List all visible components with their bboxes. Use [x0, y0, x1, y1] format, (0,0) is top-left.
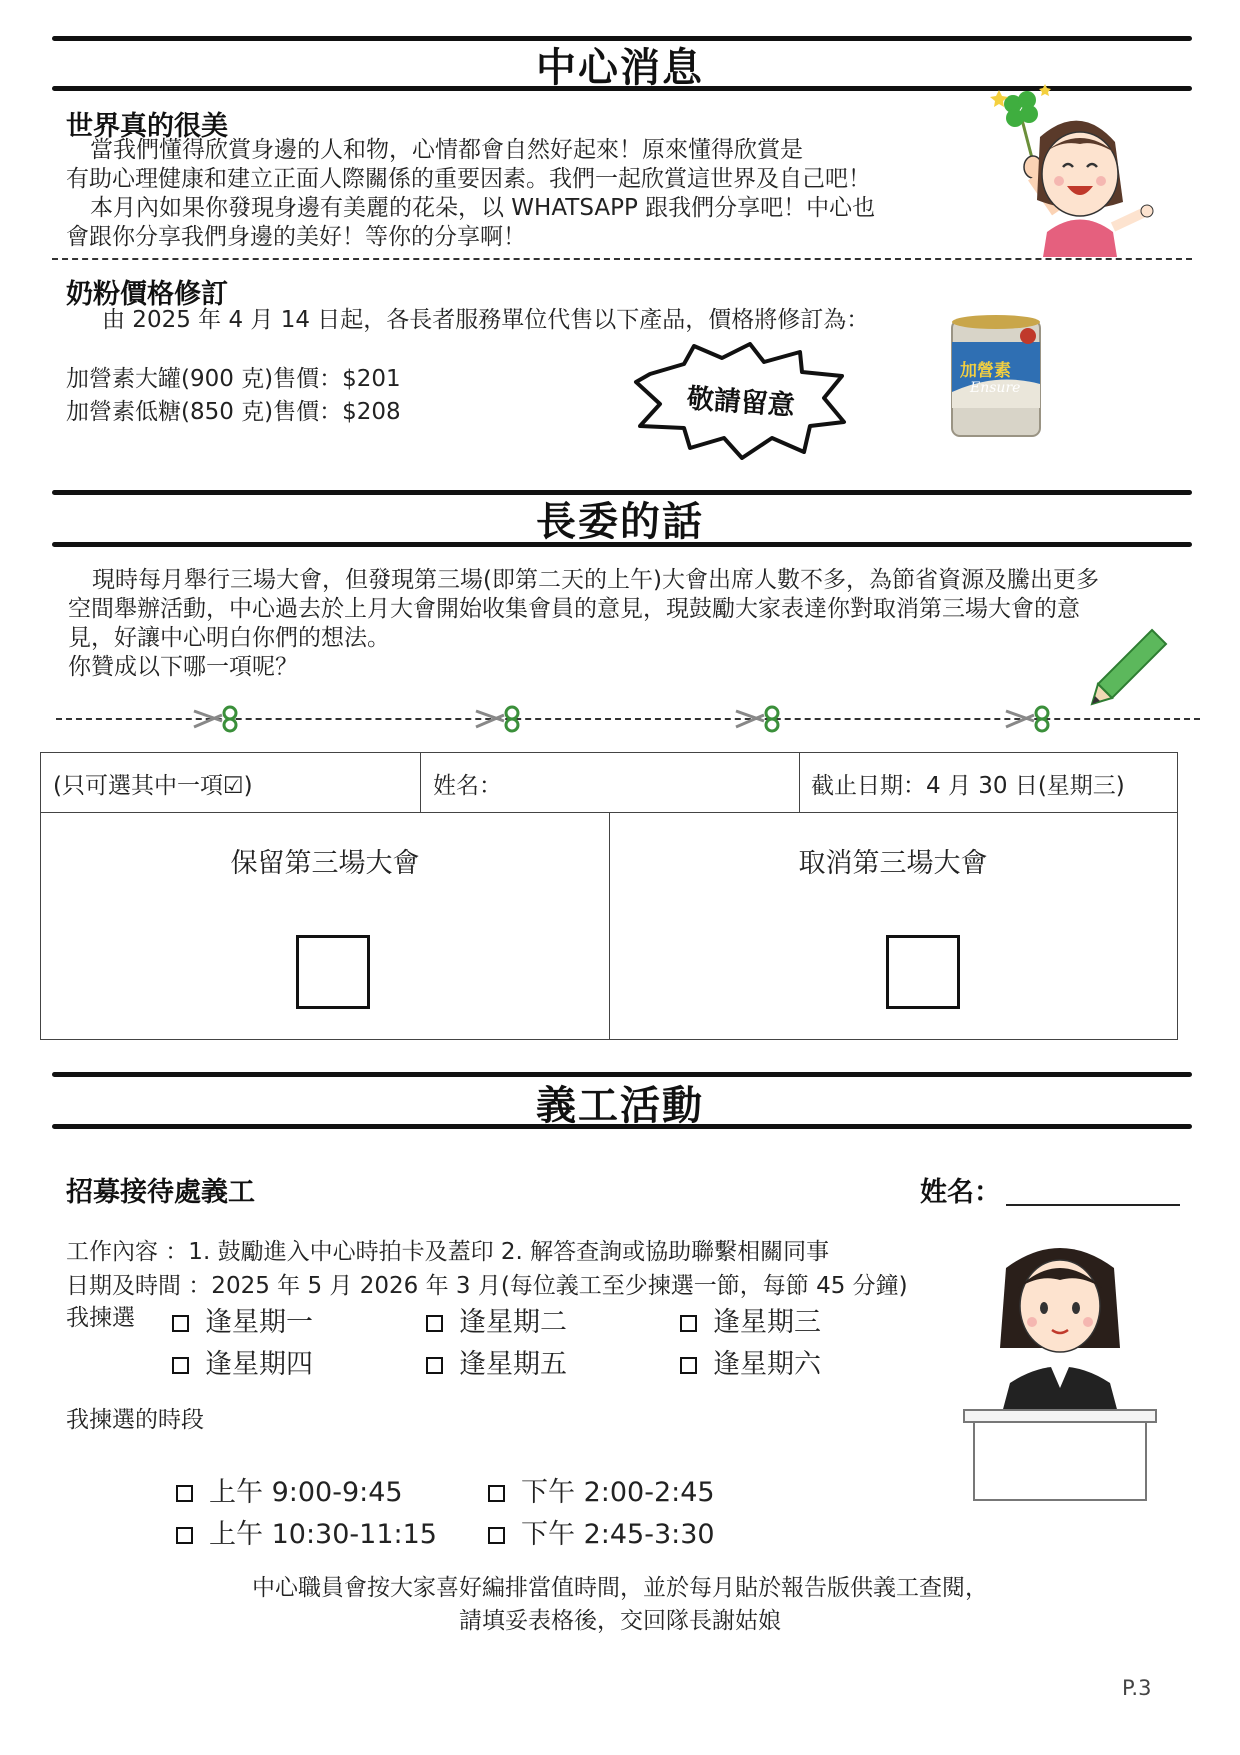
- vote-deadline: 截止日期：4 月 30 日(星期三): [811, 773, 1125, 799]
- checkbox-icon[interactable]: [680, 1357, 697, 1374]
- vote-name-field[interactable]: 姓名：: [433, 773, 502, 799]
- checkbox-icon[interactable]: [488, 1527, 505, 1544]
- slot-option[interactable]: [176, 1512, 437, 1551]
- day-option-tue[interactable]: [426, 1300, 567, 1339]
- milk-price-list: [66, 363, 401, 429]
- volunteer-name-line[interactable]: [1006, 1204, 1180, 1206]
- chair-line: 你贊成以下哪一項呢？: [68, 654, 298, 680]
- slot-option[interactable]: [488, 1512, 715, 1551]
- option-keep-label: 保留第三場大會: [230, 848, 420, 879]
- notice-burst: [632, 342, 850, 460]
- section-divider-dashdot: [52, 258, 1192, 260]
- checkbox-icon[interactable]: [172, 1357, 189, 1374]
- day-label: 逢星期三: [713, 1307, 821, 1338]
- notice-text: 敬請留意: [685, 383, 796, 422]
- col-divider: [420, 753, 421, 812]
- can-label: 加營素: [960, 361, 1011, 381]
- day-label: 逢星期五: [459, 1349, 567, 1380]
- milk-price-item: 加營素低糖(850 克)售價：$208: [66, 399, 401, 425]
- ensure-can-image: [948, 312, 1044, 442]
- chair-line: 現時每月舉行三場大會，但發現第三場(即第二天的上午)大會出席人數不多，為節省資源及騰出更多: [92, 567, 1099, 593]
- scissors-icon: [734, 705, 786, 733]
- checkbox-icon[interactable]: [488, 1485, 505, 1502]
- volunteer-name-label: 姓名：: [920, 1177, 1001, 1208]
- header-rule-bottom: [52, 542, 1192, 547]
- checkbox-icon[interactable]: [172, 1315, 189, 1332]
- girl-clover-illustration: [985, 82, 1155, 257]
- checkbox-icon[interactable]: [176, 1485, 193, 1502]
- section-title-volunteer: 義工活動: [536, 1083, 704, 1129]
- header-rule-bottom: [52, 1124, 1192, 1129]
- chair-paragraph: [68, 566, 1198, 682]
- day-label: 逢星期四: [205, 1349, 313, 1380]
- section-title-chair-words: 長委的話: [536, 499, 704, 545]
- footer-line: 請填妥表格後，交回隊長謝姑娘: [459, 1608, 781, 1634]
- volunteer-duties: 工作內容 ：1. 鼓勵進入中心時拍卡及蓋印 2. 解答查詢或協助聯繫相關同事: [66, 1239, 830, 1265]
- world-line: 當我們懂得欣賞身邊的人和物，心情都會自然好起來！原來懂得欣賞是: [90, 137, 803, 163]
- recruit-title: 招募接待處義工: [66, 1177, 255, 1208]
- checkbox-icon[interactable]: [176, 1527, 193, 1544]
- slot-option[interactable]: [176, 1470, 403, 1509]
- slot-text: 上午 10:30-11:15: [209, 1519, 437, 1550]
- footer-line: 中心職員會按大家喜好編排當值時間，並於每月貼於報告版供義工查閱，: [252, 1575, 988, 1601]
- slot-text: 上午 9:00-9:45: [209, 1477, 403, 1508]
- section-title-center-news: 中心消息: [536, 45, 704, 91]
- world-line: 有助心理健康和建立正面人際關係的重要因素。我們一起欣賞這世界及自己吧！: [66, 166, 871, 192]
- world-title: 世界真的很美: [66, 111, 228, 142]
- chair-line: 見，好讓中心明白你們的想法。: [68, 625, 390, 651]
- option-cancel-label: 取消第三場大會: [798, 848, 988, 879]
- checkbox-icon[interactable]: [680, 1315, 697, 1332]
- page-number: P.3: [1122, 1676, 1152, 1700]
- receptionist-illustration: [960, 1238, 1160, 1503]
- col-divider: [799, 753, 800, 812]
- day-option-thu[interactable]: [172, 1342, 313, 1381]
- option-keep-checkbox[interactable]: [296, 935, 370, 1009]
- can-brand: Ensure: [970, 380, 1021, 396]
- volunteer-period: 日期及時間 ：2025 年 5 月 2026 年 3 月(每位義工至少揀選一節，每節 45 分鐘): [66, 1273, 908, 1299]
- day-option-wed[interactable]: [680, 1300, 821, 1339]
- pencil-icon: [1090, 626, 1170, 706]
- slot-label: 我揀選的時段: [66, 1407, 204, 1433]
- day-label: 逢星期二: [459, 1307, 567, 1338]
- scissors-icon: [192, 705, 244, 733]
- option-cancel-checkbox[interactable]: [886, 935, 960, 1009]
- vote-instruction: (只可選其中一項☑): [53, 773, 253, 799]
- day-option-fri[interactable]: [426, 1342, 567, 1381]
- day-label: 逢星期一: [205, 1307, 313, 1338]
- slot-text: 下午 2:00-2:45: [521, 1477, 715, 1508]
- volunteer-footer: [0, 1572, 1240, 1638]
- scissors-icon: [1004, 705, 1056, 733]
- slot-option[interactable]: [488, 1470, 715, 1509]
- chair-line: 空間舉辦活動，中心過去於上月大會開始收集會員的意見，現鼓勵大家表達你對取消第三場大會的意: [68, 596, 1080, 622]
- choose-label: 我揀選: [66, 1305, 135, 1331]
- checkbox-icon[interactable]: [426, 1315, 443, 1332]
- day-label: 逢星期六: [713, 1349, 821, 1380]
- milk-title: 奶粉價格修訂: [66, 279, 228, 310]
- world-line: 會跟你分享我們身邊的美好！等你的分享啊！: [66, 224, 526, 250]
- milk-intro: 由 2025 年 4 月 14 日起，各長者服務單位代售以下產品，價格將修訂為：: [102, 307, 870, 333]
- milk-price-item: 加營素大罐(900 克)售價：$201: [66, 366, 401, 392]
- scissors-icon: [474, 705, 526, 733]
- vote-form: [40, 752, 1178, 1040]
- day-option-sat[interactable]: [680, 1342, 821, 1381]
- world-paragraph: [66, 136, 966, 252]
- checkbox-icon[interactable]: [426, 1357, 443, 1374]
- slot-text: 下午 2:45-3:30: [521, 1519, 715, 1550]
- day-option-mon[interactable]: [172, 1300, 313, 1339]
- world-line: 本月內如果你發現身邊有美麗的花朵，以 WHATSAPP 跟我們分享吧！中心也: [90, 195, 876, 221]
